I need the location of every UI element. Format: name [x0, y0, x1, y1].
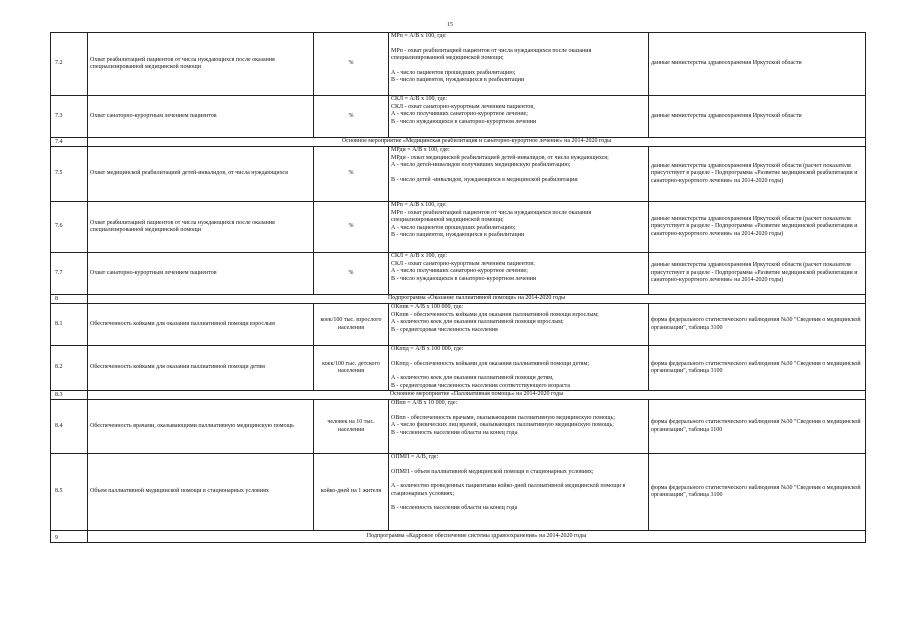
data-source: данные министерства здравоохранения Иркутской области (расчет показателя присутствует в разделе - Подпрограмма «Развитие медицинской реабилитации и санаторно-курортного лечения» на 2014-2020 годы) [649, 147, 866, 202]
formula-line: А - количество коек для оказания паллиативной помощи взрослым; [391, 319, 564, 325]
formula-line: СКЛ - охват санаторно-курортным лечением пациентов, [391, 103, 535, 110]
formula-line: А - число детей-инвалидов получивших медицинскую реабилитацию; [391, 162, 571, 168]
unit-of-measure: % [314, 147, 389, 202]
indicator-name: Обеспеченность койками для оказания паллиативной помощи взрослым [88, 304, 314, 346]
section-title: Основное мероприятие «Паллиативная помощь» на 2014-2020 годы [88, 391, 866, 400]
calculation-formula [389, 33, 649, 96]
unit-of-measure: человек на 10 тыс. населения [314, 400, 389, 454]
calculation-formula [389, 96, 649, 138]
formula-line: В - число нуждающихся в санаторно-курортном лечении [391, 275, 537, 282]
table-row [51, 96, 866, 138]
indicator-name: Охват медицинской реабилитацией детей-инвалидов, от числа нуждающихся [88, 147, 314, 202]
section-row [51, 295, 866, 304]
section-row [51, 138, 866, 147]
indicator-name: Охват реабилитацией пациентов от числа нуждающихся после оказания специализированной медицинской помощи [88, 33, 314, 96]
row-number: 7.2 [51, 33, 88, 96]
indicator-name: Охват реабилитацией пациентов от числа нуждающихся после оказания специализированной медицинской помощи [88, 202, 314, 253]
section-title: Основное мероприятие «Медицинская реабилитация и санаторно-курортное лечение» на 2014-2020 годы [88, 138, 866, 147]
formula-line: А - число получивших санаторно-курортное лечение; [391, 268, 528, 274]
formula-line [391, 462, 646, 469]
row-number: 8 [51, 295, 88, 304]
table-row [51, 400, 866, 454]
section-row [51, 391, 866, 400]
formula-line [391, 498, 646, 505]
formula-line: МРп = А/В х 100, где: [391, 202, 447, 208]
row-number: 7.7 [51, 253, 88, 295]
formula-line: В - число нуждающихся в санаторно-курортном лечении [391, 118, 537, 125]
indicator-name: Охват санаторно-курортным лечением пациентов [88, 96, 314, 138]
formula-line [391, 41, 646, 48]
calculation-formula [389, 304, 649, 346]
indicators-table [50, 32, 866, 543]
formula-line: В - численность населения области на конец года [391, 429, 518, 436]
row-number: 8.1 [51, 304, 88, 346]
formula-line: В - число пациентов, нуждающихся в реабилитации [391, 77, 525, 83]
row-number: 7.4 [51, 138, 88, 147]
formula-line: МРди = А/В х 100, где: [391, 147, 450, 153]
formula-line: СКЛ - охват санаторно-курортным лечением пациентов; [391, 260, 535, 267]
formula-line: В - число пациентов, нуждающихся в реабилитации [391, 232, 525, 238]
formula-line: ОВпп = А/В х 10 000, где: [391, 400, 458, 406]
formula-line: ОВпп - обеспеченность врачами, оказывающими паллиативную медицинскую помощь; [391, 414, 615, 421]
indicator-name: Обеспеченность врачами, оказывающими паллиативную медицинскую помощь [88, 400, 314, 454]
row-number: 8.4 [51, 400, 88, 454]
unit-of-measure: % [314, 33, 389, 96]
data-source: форма федерального статистического наблюдения №30 "Сведения о медицинской организации", таблица 3100 [649, 454, 866, 531]
formula-line: В - число детей -инвалидов, нуждающихся в медицинской реабилитации [391, 176, 578, 183]
table-row [51, 304, 866, 346]
data-source: данные министерства здравоохранения Иркутской области [649, 96, 866, 138]
calculation-formula [389, 346, 649, 391]
formula-line: МРп - охват реабилитацией пациентов от числа нуждающихся после оказания специализированной медицинской помощи; [391, 47, 592, 61]
formula-line [391, 476, 646, 483]
unit-of-measure: % [314, 202, 389, 253]
formula-line: ОПМП = А/В, где: [391, 454, 439, 460]
formula-line: В - среднегодовая численность населения соответствующего возраста [391, 382, 570, 389]
formula-line: А - число пациентов прошедших реабилитацию; [391, 224, 516, 231]
data-source: форма федерального статистического наблюдения №30 "Сведения о медицинской организации", таблица 3100 [649, 346, 866, 391]
formula-line: СКЛ = А/В х 100, где: [391, 96, 448, 102]
row-number: 9 [51, 531, 88, 543]
section-title: Подпрограмма «Кадровое обеспечение системы здравоохранения» на 2014-2020 годы [88, 531, 866, 543]
calculation-formula [389, 400, 649, 454]
calculation-formula [389, 147, 649, 202]
table-row [51, 346, 866, 391]
unit-of-measure: койко-дней на 1 жителя [314, 454, 389, 531]
formula-line [391, 368, 646, 375]
formula-line: ОПМП - объем паллиативной медицинской помощи в стационарных условиях; [391, 468, 594, 475]
formula-line: А - количество проведенных пациентами койко-дней паллиативной медицинской помощи в стационарных условиях; [391, 483, 626, 497]
calculation-formula [389, 253, 649, 295]
formula-line: ОКппв - обеспеченность койками для оказания паллиативной помощи взрослым; [391, 311, 599, 318]
table-row [51, 202, 866, 253]
data-source: данные министерства здравоохранения Иркутской области (расчет показателя присутствует в разделе - Подпрограмма «Развитие медицинской реабилитации и санаторно-курортного лечения» на 2014-2020 годы) [649, 253, 866, 295]
row-number: 8.2 [51, 346, 88, 391]
formula-line: А - число пациентов прошедших реабилитацию; [391, 69, 516, 76]
formula-line: ОКппд - обеспеченность койками для оказания паллиативной помощи детям; [391, 360, 590, 367]
formula-line: А - количество коек для оказания паллиативной помощи детям, [391, 375, 554, 381]
calculation-formula [389, 454, 649, 531]
calculation-formula [389, 202, 649, 253]
indicator-name: Обеспеченность койками для оказания паллиативной помощи детям [88, 346, 314, 391]
row-number: 7.3 [51, 96, 88, 138]
formula-line: МРп - охват реабилитацией пациентов от числа нуждающихся после оказания специализированной медицинской помощи; [391, 209, 592, 223]
row-number: 7.5 [51, 147, 88, 202]
formula-line: В - численность населения области на конец года [391, 505, 518, 511]
data-source: форма федерального статистического наблюдения №30 "Сведения о медицинской организации", таблица 1100 [649, 400, 866, 454]
formula-line [391, 63, 646, 70]
formula-line: А - число физических лиц врачей, оказывающих паллиативную медицинскую помощь; [391, 422, 614, 428]
row-number: 8.5 [51, 454, 88, 531]
section-title: Подпрограмма «Оказание паллиативной помощи» на 2014-2020 годы [88, 295, 866, 304]
data-source: данные министерства здравоохранения Иркутской области (расчет показателя присутствует в разделе - Подпрограмма «Развитие медицинской реабилитации и санаторно-курортного лечения» на 2014-2020 годы) [649, 202, 866, 253]
data-source: форма федерального статистического наблюдения №30 "Сведения о медицинской организации", таблица 3100 [649, 304, 866, 346]
formula-line [391, 354, 646, 361]
formula-line: МРп = А/В х 100, где: [391, 33, 447, 39]
unit-of-measure: коек/100 тыс. детского населения [314, 346, 389, 391]
formula-line: А - число получивших санаторно-курортное лечение; [391, 111, 528, 117]
unit-of-measure: % [314, 96, 389, 138]
row-number: 8.3 [51, 391, 88, 400]
section-row [51, 531, 866, 543]
unit-of-measure: % [314, 253, 389, 295]
formula-line: СКЛ = А/В х 100, где: [391, 253, 448, 259]
row-number: 7.6 [51, 202, 88, 253]
table-row [51, 33, 866, 96]
formula-line: ОКппв = А/В х 100 000, где: [391, 304, 464, 310]
table-row [51, 253, 866, 295]
indicator-name: Объем паллиативной медицинской помощи в стационарных условиях [88, 454, 314, 531]
formula-line: ОКппд = А/В х 100 000, где: [391, 346, 464, 352]
formula-line [391, 408, 646, 415]
indicator-name: Охват санаторно-курортным лечением пациентов [88, 253, 314, 295]
formula-line: МРди - охват медицинской реабилитацией детей-инвалидов, от числа нуждающихся; [391, 154, 609, 161]
table-row [51, 147, 866, 202]
formula-line [391, 170, 646, 177]
unit-of-measure: коек/100 тыс. взрослого населения [314, 304, 389, 346]
page-number: 15 [447, 22, 453, 28]
data-source: данные министерства здравоохранения Иркутской области [649, 33, 866, 96]
formula-line: В - среднегодовая численность населения [391, 326, 498, 333]
table-row [51, 454, 866, 531]
